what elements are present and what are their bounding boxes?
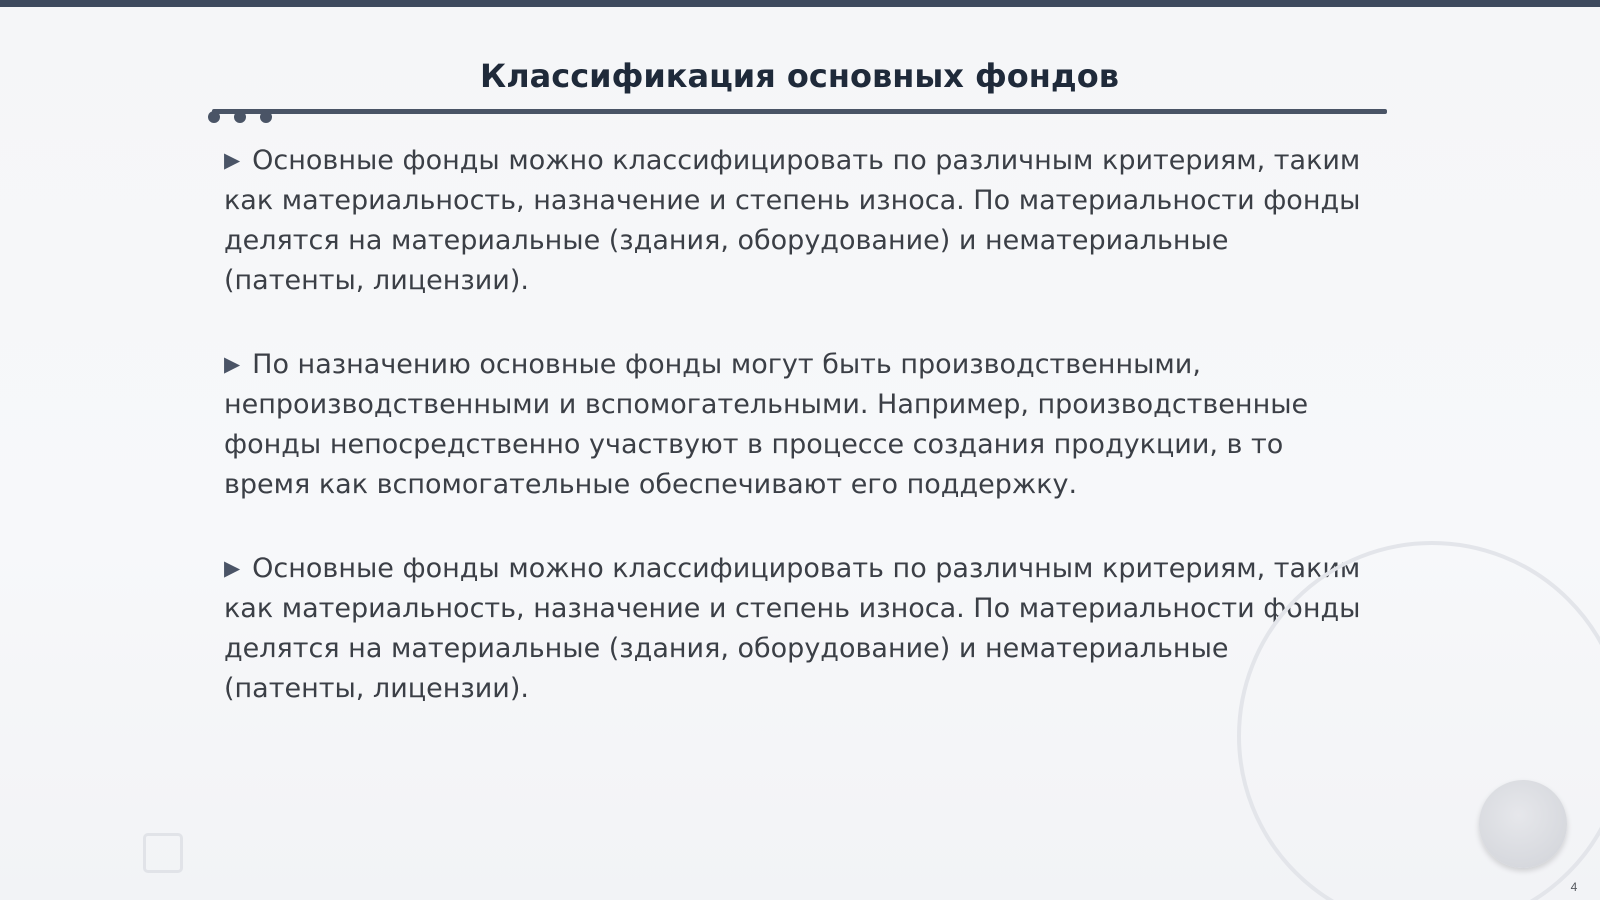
bullet-paragraph xyxy=(224,140,1374,301)
triangle-right-icon: ▶ xyxy=(224,148,241,172)
slide-title: Классификация основных фондов xyxy=(480,57,1119,95)
bullet-paragraph xyxy=(224,548,1374,709)
decorative-disc xyxy=(1479,780,1567,868)
triangle-right-icon: ▶ xyxy=(224,556,241,580)
bullet-paragraph xyxy=(224,344,1374,505)
top-accent-bar xyxy=(0,0,1600,7)
page-number: 4 xyxy=(1570,880,1578,894)
rule-dot xyxy=(208,111,220,123)
bullet-text: По назначению основные фонды могут быть производственными, непроизводственными и вспомогательными. Например, производственные фонды непосредственно участвуют в процессе создания продукции, в то время как вспомогательные обеспечивают его поддержку. xyxy=(224,349,1309,500)
title-underline xyxy=(212,109,1387,114)
bullet-text: Основные фонды можно классифицировать по различным критериям, таким как материальность, назначение и степень износа. По материальности фонды делятся на материальные (здания, оборудование) и нематериальные (патенты, лицензии). xyxy=(224,553,1361,704)
rule-dot xyxy=(260,111,272,123)
bullet-list xyxy=(224,140,1374,752)
bullet-text: Основные фонды можно классифицировать по различным критериям, таким как материальность, назначение и степень износа. По материальности фонды делятся на материальные (здания, оборудование) и нематериальные (патенты, лицензии). xyxy=(224,145,1361,296)
decorative-square xyxy=(143,833,183,873)
rule-dot xyxy=(234,111,246,123)
triangle-right-icon: ▶ xyxy=(224,352,241,376)
